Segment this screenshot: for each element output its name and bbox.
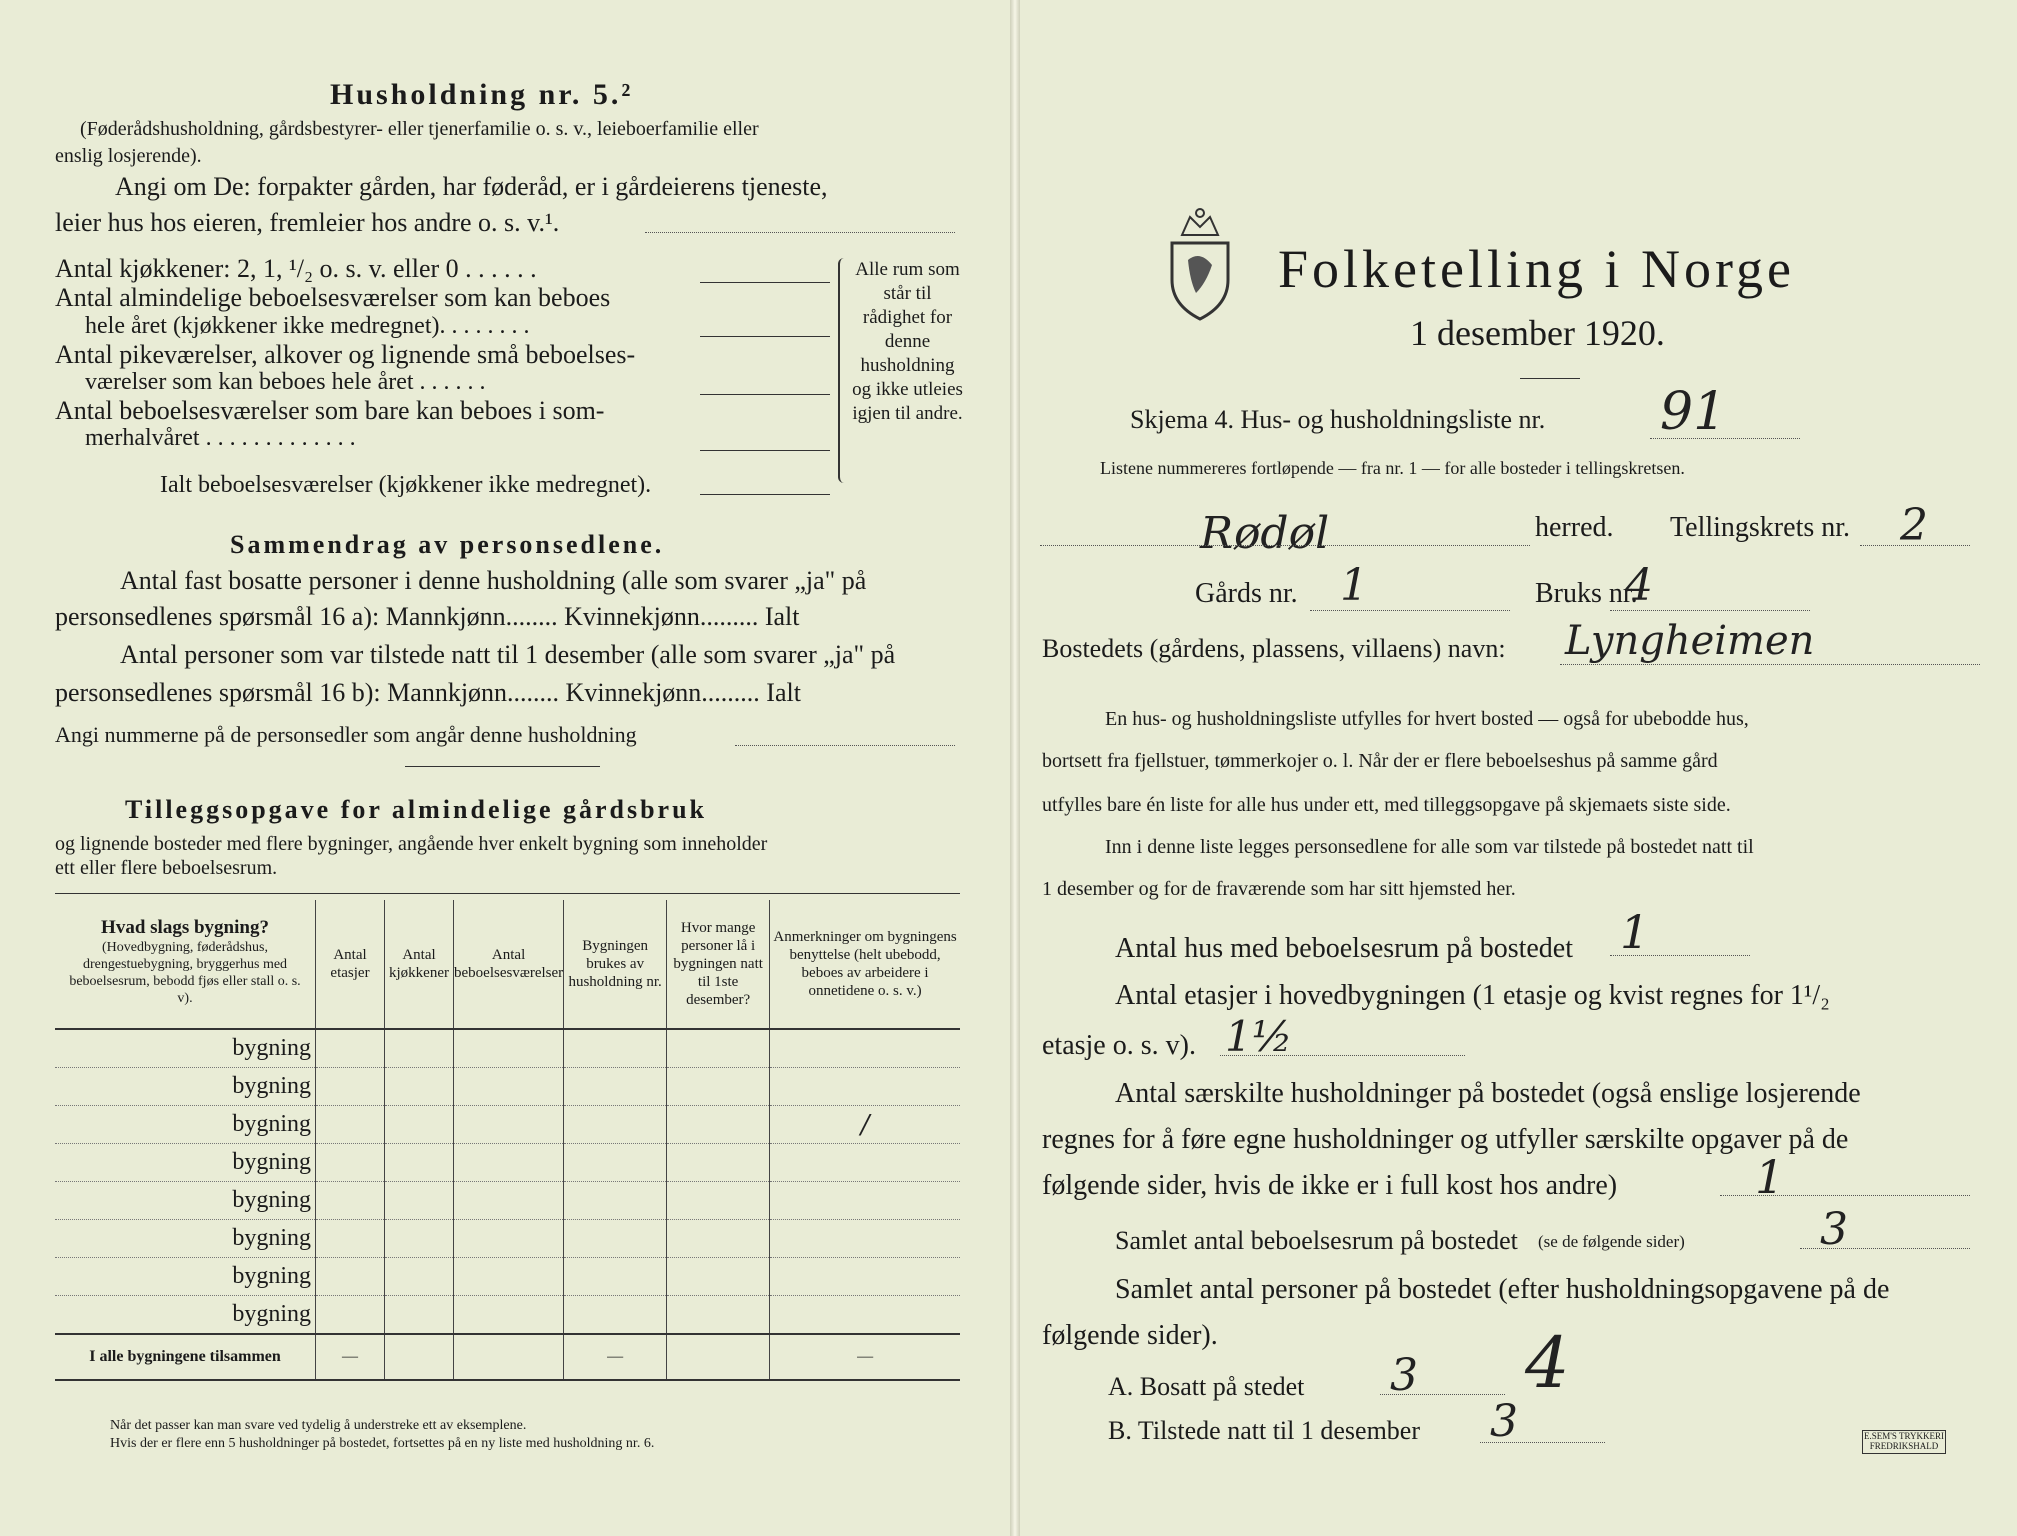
total-row xyxy=(55,1334,960,1380)
gards-label: Gårds nr. xyxy=(1195,578,1298,609)
q-kitchens: Antal kjøkkener: 2, 1, ¹/₂ o. s. v. eller 0 . . . . . . xyxy=(55,254,537,283)
samlet-pers-2: følgende sider). xyxy=(1042,1320,1218,1351)
q-small-rooms-a: Antal pikeværelser, alkover og lignende små beboelses- xyxy=(55,340,636,369)
info-5: 1 desember og for de fraværende som har sitt hjemsted her. xyxy=(1042,878,1516,900)
q-summer-rooms-a: Antal beboelsesværelser som bare kan beboes i som- xyxy=(55,396,605,425)
tilstede-value: 3 xyxy=(1490,1396,1518,1447)
q-rooms-a: Antal almindelige beboelsesværelser som kan beboes xyxy=(55,283,611,312)
row-label: bygning xyxy=(55,1296,316,1335)
tillegg-title: Tilleggsopgave for almindelige gårdsbruk xyxy=(125,795,708,824)
col-husholdning: Bygningen brukes av husholdning nr. xyxy=(564,900,667,1029)
col-building-type-title: Hvad slags bygning? xyxy=(101,917,269,938)
info-1: En hus- og husholdningsliste utfylles for hvert bosted — også for ubebodde hus, xyxy=(1105,708,1749,730)
census-title: Folketelling i Norge xyxy=(1278,239,1795,299)
answer-line-small xyxy=(700,394,830,395)
row-label: bygning xyxy=(55,1182,316,1220)
side-note: Alle rum som står til rådighet for denne husholdning og ikke utleies igjen til andre. xyxy=(852,259,963,424)
coat-of-arms-icon xyxy=(1160,205,1240,325)
etasjer-2: etasje o. s. v). xyxy=(1042,1030,1196,1061)
bosatt-value: 3 xyxy=(1390,1350,1418,1401)
herred-value: Rødøl xyxy=(1200,508,1330,559)
col-kjokkener: Antal kjøkkener xyxy=(385,900,454,1029)
table-row xyxy=(55,1258,960,1296)
col-beboelses: Antal beboelsesværelser xyxy=(454,900,564,1029)
row-label: bygning xyxy=(55,1068,316,1106)
row-label: bygning xyxy=(55,1029,316,1068)
angi-answer-line xyxy=(645,232,955,233)
sers-3: følgende sider, hvis de ikke er i full kost hos andre) xyxy=(1042,1170,1618,1201)
row-mark: / xyxy=(860,1109,870,1140)
info-2: bortsett fra fjellstuer, tømmerkojer o. l. Når der er flere beboelseshus på samme gård xyxy=(1042,750,1718,772)
ialt-rooms: Ialt beboelsesværelser (kjøkkener ikke medregnet). xyxy=(160,472,652,498)
brace xyxy=(838,258,848,483)
tellingskrets-line xyxy=(1860,545,1970,546)
tilstede-label: B. Tilstede natt til 1 desember xyxy=(1108,1416,1420,1445)
table-row xyxy=(55,1029,960,1068)
sammendrag-1a: Antal fast bosatte personer i denne husholdning (alle som svarer „ja" på xyxy=(120,566,867,595)
antal-hus-line xyxy=(1610,955,1750,956)
angi-line-2: leier hus hos eieren, fremleier hos andre o. s. v.¹. xyxy=(55,208,560,237)
bosatt-label: A. Bosatt på stedet xyxy=(1108,1372,1305,1401)
sers-2: regnes for å føre egne husholdninger og utfyller særskilte opgaver på de xyxy=(1042,1124,1849,1155)
household-subtitle-2: enslig losjerende). xyxy=(55,145,202,167)
answer-line-summer xyxy=(700,450,830,451)
sers-line xyxy=(1720,1195,1970,1196)
bostedets-label: Bostedets (gårdens, plassens, villaens) navn: xyxy=(1042,634,1506,663)
table-row xyxy=(55,1182,960,1220)
sammendrag-3: Angi nummerne på de personsedler som angår denne husholdning xyxy=(55,722,637,747)
samlet-rum-value: 3 xyxy=(1820,1204,1848,1255)
row-label: bygning xyxy=(55,1106,316,1144)
total-mark: 4 xyxy=(1525,1322,1570,1404)
col-building-type xyxy=(55,900,316,1029)
printer-stamp: E.SEM'S TRYKKERI FREDRIKSHALD xyxy=(1862,1430,1946,1454)
answer-line-kitchens xyxy=(700,282,830,283)
gards-line xyxy=(1310,610,1510,611)
table-row xyxy=(55,1144,960,1182)
sers-1: Antal særskilte husholdninger på bostedet (også enslige losjerende xyxy=(1115,1078,1861,1109)
nummerne-line xyxy=(735,745,955,746)
total-dash: — xyxy=(770,1334,960,1380)
answer-line-rooms xyxy=(700,336,830,337)
table-row xyxy=(55,1220,960,1258)
sammendrag-2a: Antal personer som var tilstede natt til 1 desember (alle som svarer „ja" på xyxy=(120,640,896,669)
samlet-rum-line xyxy=(1800,1248,1970,1249)
samlet-pers-1: Samlet antal personer på bostedet (efter husholdningsopgavene på de xyxy=(1115,1274,1890,1305)
row-label: bygning xyxy=(55,1220,316,1258)
answer-line-ialt xyxy=(700,494,830,495)
tellingskrets-label: Tellingskrets nr. xyxy=(1670,512,1851,543)
col-etasjer: Antal etasjer xyxy=(316,900,385,1029)
sers-value: 1 xyxy=(1755,1150,1785,1204)
q-summer-rooms-b: merhalvåret . . . . . . . . . . . . . xyxy=(85,425,356,451)
bruks-label: Bruks nr. xyxy=(1535,578,1638,609)
total-dash: — xyxy=(316,1334,385,1380)
tillegg-1: og lignende bosteder med flere bygninger, angående hver enkelt bygning som inneholder xyxy=(55,833,768,855)
household-title: Husholdning nr. 5.² xyxy=(330,78,634,111)
buildings-table xyxy=(55,900,960,1381)
footnote-1: Når det passer kan man svare ved tydelig å understreke ett av eksemplene. xyxy=(110,1418,527,1433)
skjema-number: 91 xyxy=(1660,382,1727,442)
sammendrag-title: Sammendrag av personsedlene. xyxy=(230,530,665,559)
bruks-value: 4 xyxy=(1625,560,1653,611)
col-building-type-note: (Hovedbygning, føderådshus, drengestuebygning, bryggerhus med beboelsesrum, bebodd fjøs eller stall o. s. v). xyxy=(69,940,301,1006)
bostedets-value: Lyngheimen xyxy=(1565,618,1815,664)
etasjer-1: Antal etasjer i hovedbygningen (1 etasje og kvist regnes for 1¹/₂ xyxy=(1115,980,1830,1011)
angi-line-1: Angi om De: forpakter gården, har føderåd, er i gårdeierens tjeneste, xyxy=(115,172,828,201)
etasjer-value: 1½ xyxy=(1225,1012,1293,1061)
table-top-rule xyxy=(55,893,960,894)
right-page xyxy=(1020,0,2017,1536)
footnote-2: Hvis der er flere enn 5 husholdninger på bostedet, fortsettes på en ny liste med husholdning nr. 6. xyxy=(110,1436,655,1451)
herred-label: herred. xyxy=(1535,512,1614,543)
household-subtitle-1: (Føderådshusholdning, gårdsbestyrer- eller tjenerfamilie o. s. v., leieboerfamilie eller xyxy=(80,118,759,140)
row-label: bygning xyxy=(55,1258,316,1296)
bosatt-line xyxy=(1380,1394,1505,1395)
row-label: bygning xyxy=(55,1144,316,1182)
info-4: Inn i denne liste legges personsedlene for alle som var tilstede på bostedet natt til xyxy=(1105,836,1754,858)
total-dash: — xyxy=(564,1334,667,1380)
page-fold xyxy=(1010,0,1020,1536)
tillegg-2: ett eller flere beboelsesrum. xyxy=(55,857,278,879)
divider xyxy=(405,766,600,767)
antal-hus-label: Antal hus med beboelsesrum på bostedet xyxy=(1115,933,1574,964)
date-rule xyxy=(1520,378,1580,379)
etasjer-line xyxy=(1220,1055,1465,1056)
antal-hus-value: 1 xyxy=(1620,905,1650,959)
q-rooms-b: hele året (kjøkkener ikke medregnet). . . . . . . . xyxy=(85,313,530,339)
table-row xyxy=(55,1296,960,1335)
info-3: utfylles bare én liste for alle hus under ett, med tilleggsopgave på skjemaets siste side. xyxy=(1042,794,1731,816)
bruks-line xyxy=(1610,610,1810,611)
col-anmerkninger: Anmerkninger om bygningens benyttelse (helt ubebodd, beboes av arbeidere i onnetidene o. s. v.) xyxy=(770,900,960,1029)
total-label: I alle bygningene tilsammen xyxy=(89,1348,281,1365)
census-date: 1 desember 1920. xyxy=(1410,313,1665,353)
samlet-rum-label: Samlet antal beboelsesrum på bostedet xyxy=(1115,1226,1518,1255)
gards-value: 1 xyxy=(1340,560,1368,611)
samlet-rum-note: (se de følgende sider) xyxy=(1538,1232,1685,1251)
sammendrag-2b: personsedlenes spørsmål 16 b): Mannkjønn........ Kvinnekjønn......... Ialt xyxy=(55,678,801,707)
tellingskrets-value: 2 xyxy=(1900,500,1928,551)
col-personer: Hvor mange personer lå i bygningen natt til 1ste desember? xyxy=(667,900,770,1029)
tilstede-line xyxy=(1480,1442,1605,1443)
skjema-number-line xyxy=(1650,438,1800,439)
sammendrag-1b: personsedlenes spørsmål 16 a): Mannkjønn........ Kvinnekjønn......... Ialt xyxy=(55,602,800,631)
q-small-rooms-b: værelser som kan beboes hele året . . . . . . xyxy=(85,369,486,395)
table-row xyxy=(55,1106,960,1144)
listene-note: Listene nummereres fortløpende — fra nr. 1 — for alle bosteder i tellingskretsen. xyxy=(1100,458,1685,478)
bostedets-line xyxy=(1560,664,1980,665)
herred-line xyxy=(1040,545,1530,546)
skjema-label: Skjema 4. Hus- og husholdningsliste nr. xyxy=(1130,405,1546,434)
table-row xyxy=(55,1068,960,1106)
